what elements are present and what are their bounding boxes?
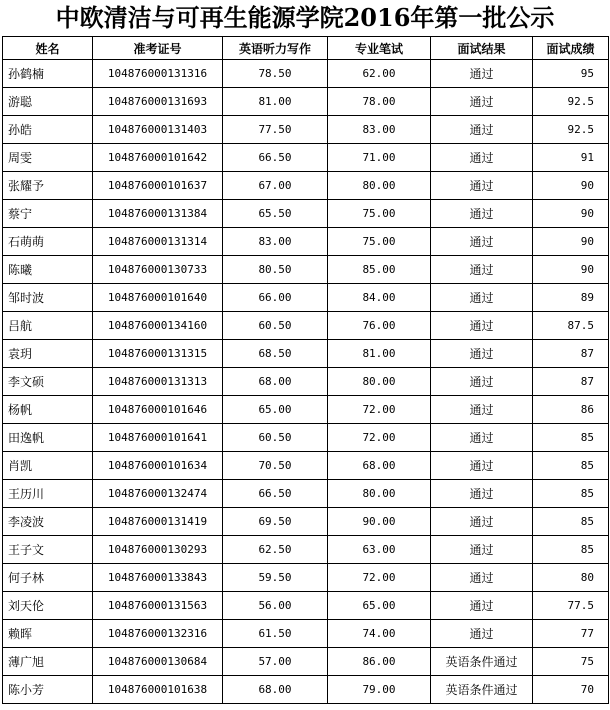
cell-english-score: 77.50 <box>223 116 328 144</box>
cell-english-score: 70.50 <box>223 452 328 480</box>
page-title: 中欧清洁与可再生能源学院2016年第一批公示 <box>55 3 555 32</box>
cell-interview-score: 91 <box>533 144 609 172</box>
cell-name: 游聪 <box>3 88 93 116</box>
cell-major-score: 65.00 <box>328 592 431 620</box>
cell-interview-score: 92.5 <box>533 88 609 116</box>
header-interview-score: 面试成绩 <box>533 37 609 60</box>
cell-major-score: 83.00 <box>328 116 431 144</box>
cell-english-score: 80.50 <box>223 256 328 284</box>
cell-interview-score: 92.5 <box>533 116 609 144</box>
cell-name: 陈小芳 <box>3 676 93 704</box>
table-row <box>3 200 609 228</box>
table-row <box>3 676 609 704</box>
cell-exam-id: 104876000101638 <box>93 676 223 704</box>
cell-exam-id: 104876000131403 <box>93 116 223 144</box>
cell-name: 赖晖 <box>3 620 93 648</box>
cell-interview-result: 通过 <box>431 340 533 368</box>
cell-interview-score: 85 <box>533 424 609 452</box>
table-row <box>3 508 609 536</box>
cell-major-score: 72.00 <box>328 424 431 452</box>
cell-english-score: 68.00 <box>223 368 328 396</box>
cell-major-score: 79.00 <box>328 676 431 704</box>
cell-interview-score: 85 <box>533 508 609 536</box>
cell-interview-result: 通过 <box>431 536 533 564</box>
cell-major-score: 75.00 <box>328 228 431 256</box>
table-row <box>3 620 609 648</box>
header-english-score: 英语听力写作 <box>223 37 328 60</box>
table-row <box>3 228 609 256</box>
cell-interview-score: 95 <box>533 60 609 88</box>
cell-interview-score: 87 <box>533 368 609 396</box>
cell-major-score: 80.00 <box>328 172 431 200</box>
cell-exam-id: 104876000131563 <box>93 592 223 620</box>
cell-major-score: 68.00 <box>328 452 431 480</box>
cell-name: 石萌萌 <box>3 228 93 256</box>
cell-interview-result: 通过 <box>431 116 533 144</box>
cell-interview-score: 89 <box>533 284 609 312</box>
cell-major-score: 86.00 <box>328 648 431 676</box>
cell-exam-id: 104876000131316 <box>93 60 223 88</box>
cell-name: 何子林 <box>3 564 93 592</box>
cell-interview-result: 通过 <box>431 88 533 116</box>
cell-interview-result: 通过 <box>431 592 533 620</box>
cell-english-score: 59.50 <box>223 564 328 592</box>
cell-interview-result: 通过 <box>431 60 533 88</box>
cell-major-score: 85.00 <box>328 256 431 284</box>
cell-interview-score: 90 <box>533 172 609 200</box>
cell-exam-id: 104876000134160 <box>93 312 223 340</box>
table-row <box>3 88 609 116</box>
table-row <box>3 256 609 284</box>
cell-interview-score: 77 <box>533 620 609 648</box>
cell-interview-score: 85 <box>533 536 609 564</box>
cell-major-score: 75.00 <box>328 200 431 228</box>
cell-name: 刘天伦 <box>3 592 93 620</box>
cell-exam-id: 104876000131419 <box>93 508 223 536</box>
cell-name: 张耀予 <box>3 172 93 200</box>
cell-english-score: 68.00 <box>223 676 328 704</box>
cell-english-score: 66.50 <box>223 480 328 508</box>
cell-exam-id: 104876000101641 <box>93 424 223 452</box>
cell-interview-score: 80 <box>533 564 609 592</box>
cell-name: 孙鹤楠 <box>3 60 93 88</box>
cell-interview-score: 87 <box>533 340 609 368</box>
cell-interview-result: 通过 <box>431 172 533 200</box>
cell-name: 李文硕 <box>3 368 93 396</box>
cell-exam-id: 104876000132316 <box>93 620 223 648</box>
cell-name: 王子文 <box>3 536 93 564</box>
cell-major-score: 80.00 <box>328 480 431 508</box>
cell-name: 王历川 <box>3 480 93 508</box>
table-row <box>3 480 609 508</box>
cell-interview-result: 英语条件通过 <box>431 648 533 676</box>
table-row <box>3 340 609 368</box>
cell-interview-result: 通过 <box>431 200 533 228</box>
cell-interview-result: 通过 <box>431 144 533 172</box>
cell-english-score: 66.00 <box>223 284 328 312</box>
cell-exam-id: 104876000101646 <box>93 396 223 424</box>
cell-interview-result: 通过 <box>431 396 533 424</box>
cell-exam-id: 104876000101640 <box>93 284 223 312</box>
cell-interview-result: 通过 <box>431 256 533 284</box>
cell-interview-score: 85 <box>533 452 609 480</box>
cell-interview-result: 通过 <box>431 228 533 256</box>
cell-english-score: 61.50 <box>223 620 328 648</box>
cell-interview-score: 86 <box>533 396 609 424</box>
cell-english-score: 81.00 <box>223 88 328 116</box>
cell-name: 薄广旭 <box>3 648 93 676</box>
cell-english-score: 62.50 <box>223 536 328 564</box>
cell-major-score: 80.00 <box>328 368 431 396</box>
cell-interview-result: 英语条件通过 <box>431 676 533 704</box>
cell-english-score: 57.00 <box>223 648 328 676</box>
cell-major-score: 72.00 <box>328 396 431 424</box>
cell-exam-id: 104876000132474 <box>93 480 223 508</box>
cell-major-score: 78.00 <box>328 88 431 116</box>
cell-interview-result: 通过 <box>431 620 533 648</box>
table-row <box>3 564 609 592</box>
cell-major-score: 84.00 <box>328 284 431 312</box>
cell-english-score: 56.00 <box>223 592 328 620</box>
cell-english-score: 78.50 <box>223 60 328 88</box>
cell-interview-result: 通过 <box>431 284 533 312</box>
cell-english-score: 60.50 <box>223 424 328 452</box>
table-row <box>3 396 609 424</box>
table-row <box>3 648 609 676</box>
cell-major-score: 63.00 <box>328 536 431 564</box>
cell-name: 周雯 <box>3 144 93 172</box>
table-row <box>3 452 609 480</box>
cell-major-score: 71.00 <box>328 144 431 172</box>
cell-interview-score: 77.5 <box>533 592 609 620</box>
cell-name: 蔡宁 <box>3 200 93 228</box>
cell-interview-score: 75 <box>533 648 609 676</box>
header-exam-id: 准考证号 <box>93 37 223 60</box>
cell-name: 陈曦 <box>3 256 93 284</box>
cell-major-score: 72.00 <box>328 564 431 592</box>
cell-exam-id: 104876000131384 <box>93 200 223 228</box>
cell-english-score: 66.50 <box>223 144 328 172</box>
cell-english-score: 65.00 <box>223 396 328 424</box>
header-interview-result: 面试结果 <box>431 37 533 60</box>
cell-english-score: 83.00 <box>223 228 328 256</box>
cell-major-score: 62.00 <box>328 60 431 88</box>
cell-interview-result: 通过 <box>431 564 533 592</box>
table-row <box>3 60 609 88</box>
cell-interview-score: 90 <box>533 228 609 256</box>
cell-english-score: 60.50 <box>223 312 328 340</box>
table-row <box>3 312 609 340</box>
cell-major-score: 74.00 <box>328 620 431 648</box>
header-name: 姓名 <box>3 37 93 60</box>
cell-interview-score: 90 <box>533 256 609 284</box>
cell-exam-id: 104876000101642 <box>93 144 223 172</box>
cell-interview-result: 通过 <box>431 312 533 340</box>
cell-interview-score: 70 <box>533 676 609 704</box>
table-row <box>3 592 609 620</box>
cell-interview-result: 通过 <box>431 480 533 508</box>
cell-major-score: 76.00 <box>328 312 431 340</box>
cell-exam-id: 104876000131693 <box>93 88 223 116</box>
cell-name: 袁玥 <box>3 340 93 368</box>
cell-interview-result: 通过 <box>431 508 533 536</box>
cell-interview-score: 85 <box>533 480 609 508</box>
table-row <box>3 536 609 564</box>
cell-name: 田逸帆 <box>3 424 93 452</box>
cell-exam-id: 104876000131313 <box>93 368 223 396</box>
cell-exam-id: 104876000130733 <box>93 256 223 284</box>
cell-major-score: 90.00 <box>328 508 431 536</box>
cell-exam-id: 104876000131314 <box>93 228 223 256</box>
cell-exam-id: 104876000133843 <box>93 564 223 592</box>
cell-interview-score: 90 <box>533 200 609 228</box>
cell-name: 李凌波 <box>3 508 93 536</box>
cell-name: 吕航 <box>3 312 93 340</box>
cell-interview-score: 87.5 <box>533 312 609 340</box>
cell-interview-result: 通过 <box>431 424 533 452</box>
table-row <box>3 116 609 144</box>
cell-english-score: 65.50 <box>223 200 328 228</box>
cell-exam-id: 104876000131315 <box>93 340 223 368</box>
cell-name: 邹时波 <box>3 284 93 312</box>
table-row <box>3 144 609 172</box>
cell-name: 肖凯 <box>3 452 93 480</box>
header-row <box>3 37 609 60</box>
cell-english-score: 69.50 <box>223 508 328 536</box>
cell-name: 孙皓 <box>3 116 93 144</box>
cell-english-score: 67.00 <box>223 172 328 200</box>
cell-exam-id: 104876000101637 <box>93 172 223 200</box>
cell-name: 杨帆 <box>3 396 93 424</box>
table-row <box>3 424 609 452</box>
cell-exam-id: 104876000101634 <box>93 452 223 480</box>
table-row <box>3 368 609 396</box>
table-row <box>3 172 609 200</box>
cell-english-score: 68.50 <box>223 340 328 368</box>
cell-exam-id: 104876000130293 <box>93 536 223 564</box>
cell-major-score: 81.00 <box>328 340 431 368</box>
cell-interview-result: 通过 <box>431 452 533 480</box>
results-table <box>2 36 609 704</box>
cell-interview-result: 通过 <box>431 368 533 396</box>
header-major-score: 专业笔试 <box>328 37 431 60</box>
table-row <box>3 284 609 312</box>
cell-exam-id: 104876000130684 <box>93 648 223 676</box>
